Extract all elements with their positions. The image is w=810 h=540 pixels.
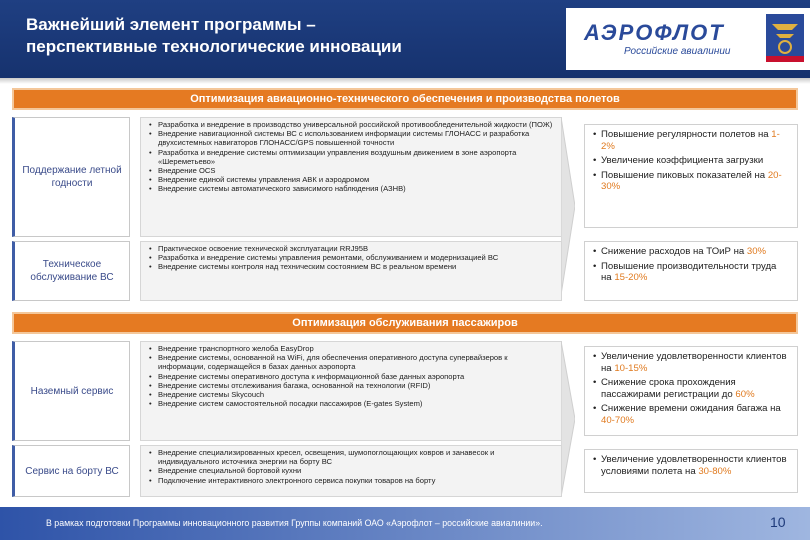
initiative-item: • Внедрение систем самостоятельной посадки пассажиров (E-gates System) bbox=[149, 399, 555, 408]
initiatives-list-onboard-service bbox=[140, 445, 562, 497]
slide-title bbox=[26, 14, 526, 58]
header-divider bbox=[0, 78, 810, 84]
results-airworthiness bbox=[584, 124, 798, 228]
slide-title-line-1: Важнейший элемент программы – bbox=[26, 15, 316, 34]
initiatives-list-ground-service bbox=[140, 341, 562, 441]
slide-header bbox=[0, 0, 810, 78]
initiative-item: • Внедрение системы оперативного доступа к информационной базе данных аэропорта bbox=[149, 372, 555, 381]
section-title-aviation-tech: Оптимизация авиационно-технического обеспечения и производства полетов bbox=[12, 88, 798, 110]
initiatives-list-maintenance bbox=[140, 241, 562, 301]
initiative-item: • Внедрение системы, основанной на WiFi, для обеспечения оперативного доступа супервайзеров к информации, содержащейся в базах данных аэропорта bbox=[149, 353, 555, 371]
initiative-item: • Внедрение транспортного желоба EasyDrop bbox=[149, 344, 555, 353]
initiative-item: • Практическое освоение технической эксплуатации RRJ95B bbox=[149, 244, 555, 253]
slide-footer bbox=[0, 507, 810, 540]
logo-wordmark: АЭРОФЛОТ bbox=[584, 20, 725, 45]
arrow-right-icon bbox=[561, 117, 575, 295]
results-ground-service bbox=[584, 346, 798, 436]
logo-subtitle: Российские авиалинии bbox=[624, 46, 731, 57]
initiative-item: • Внедрение системы контроля над техническим состоянием ВС в реальном времени bbox=[149, 262, 555, 271]
results-onboard-service bbox=[584, 449, 798, 493]
winged-emblem-icon bbox=[766, 14, 804, 62]
footer-note: В рамках подготовки Программы инновационного развития Группы компаний ОАО «Аэрофлот – российские авиалинии». bbox=[46, 518, 543, 528]
initiative-item: • Подключение интерактивного электронного сервиса покупки товаров на борту bbox=[149, 476, 555, 485]
result-item: • Снижение срока прохождения пассажирами регистрации до 60% bbox=[593, 377, 789, 400]
initiatives-list-airworthiness bbox=[140, 117, 562, 237]
results-maintenance bbox=[584, 241, 798, 301]
page-number: 10 bbox=[770, 514, 786, 530]
initiative-item: • Внедрение специализированных кресел, освещения, шумопоглощающих ковров и занавесок и индивидуального источника энергии на борту ВС bbox=[149, 448, 555, 466]
slide-title-line-2: перспективные технологические инновации bbox=[26, 37, 402, 56]
result-item: • Увеличение удовлетворенности клиентов на 10-15% bbox=[593, 351, 789, 374]
result-item: • Снижение времени ожидания багажа на 40-70% bbox=[593, 403, 789, 426]
section-title-passenger-service: Оптимизация обслуживания пассажиров bbox=[12, 312, 798, 334]
initiative-item: • Разработка и внедрение системы оптимизации управления воздушным движением в зоне аэропорта «Шереметьево» bbox=[149, 148, 555, 166]
result-item: • Повышение регулярности полетов на 1-2% bbox=[593, 129, 789, 152]
row-label-airworthiness: Поддержание летной годности bbox=[12, 117, 130, 237]
row-label-maintenance: Техническое обслуживание ВС bbox=[12, 241, 130, 301]
row-label-onboard-service: Сервис на борту ВС bbox=[12, 445, 130, 497]
result-item: • Повышение пиковых показателей на 20-30% bbox=[593, 170, 789, 193]
initiative-item: • Внедрение системы Skycouch bbox=[149, 390, 555, 399]
aeroflot-logo bbox=[566, 8, 810, 70]
result-item: • Снижение расходов на ТОиР на 30% bbox=[593, 246, 789, 258]
result-item: • Повышение производительности труда на 15-20% bbox=[593, 261, 789, 284]
initiative-item: • Внедрение системы автоматического зависимого наблюдения (АЗНВ) bbox=[149, 184, 555, 193]
row-label-ground-service: Наземный сервис bbox=[12, 341, 130, 441]
initiative-item: • Внедрение OCS bbox=[149, 166, 555, 175]
initiative-item: • Внедрение единой системы управления АВК и аэродромом bbox=[149, 175, 555, 184]
result-item: • Увеличение коэффициента загрузки bbox=[593, 155, 789, 167]
initiative-item: • Внедрение системы отслеживания багажа, основанной на технологии (RFID) bbox=[149, 381, 555, 390]
initiative-item: • Внедрение специальной бортовой кухни bbox=[149, 466, 555, 475]
initiative-item: • Разработка и внедрение в производство универсальной российской противообледенительной жидкости (ПОЖ) bbox=[149, 120, 555, 129]
initiative-item: • Внедрение навигационной системы ВС с использованием информации системы ГЛОНАСС и разработка двухсистемных навигаторов ГЛОНАСС/GPS повышенной точности bbox=[149, 129, 555, 147]
result-item: • Увеличение удовлетворенности клиентов условиями полета на 30-80% bbox=[593, 454, 789, 477]
arrow-right-icon bbox=[561, 341, 575, 497]
initiative-item: • Разработка и внедрение системы управления ремонтами, обслуживанием и модернизацией ВС bbox=[149, 253, 555, 262]
